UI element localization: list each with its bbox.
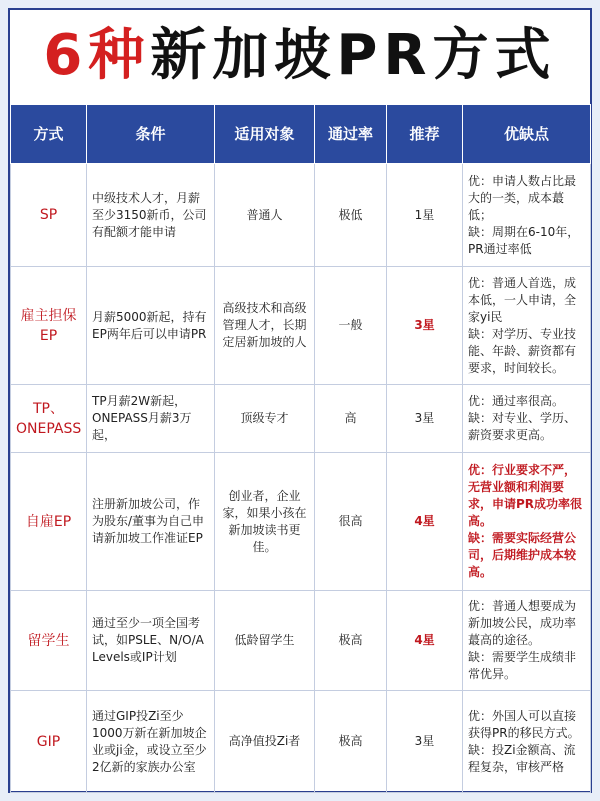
cell-condition: TP月薪2W新起，ONEPASS月薪3万起， [87,385,215,453]
cell-rate: 极低 [315,164,387,267]
cell-method: GIP [11,691,87,793]
cell-rate: 高 [315,385,387,453]
cell-rate: 很高 [315,453,387,591]
header-condition: 条件 [87,105,215,164]
cell-method: 留学生 [11,591,87,691]
pros-text: 优：行业要求不严，无营业额和利润要求，申请PR成功率很高。 [468,463,583,528]
cell-pros-cons [463,164,591,267]
table-row [11,385,591,453]
table-row [11,164,591,267]
title-number: 6种 [43,23,151,88]
cell-condition: 月薪5000新起，持有EP两年后可以申请PR [87,267,215,385]
cons-text: 缺：周期在6-10年，PR通过率低 [468,224,580,256]
cell-target: 创业者，企业家，如果小孩在新加坡读书更佳。 [215,453,315,591]
header-recommend: 推荐 [387,105,463,164]
title-text: 新加坡PR方式 [150,23,557,88]
cell-pros-cons [463,385,591,453]
pros-text: 优：申请人数占比最大的一类，成本蕞低； [468,173,577,222]
pr-methods-table [10,104,591,793]
cell-rate: 一般 [315,267,387,385]
cell-method: 自雇EP [11,453,87,591]
cons-text: 缺：投Zi金额高、流程复杂，审核严格 [468,742,576,774]
pros-text: 优：外国人可以直接获得PR的移民方式。 [468,708,580,740]
cell-condition: 注册新加坡公司，作为股东/董事为自己申请新加坡工作准证EP [87,453,215,591]
cons-text: 缺：需要实际经营公司，后期维护成本较高。 [468,531,577,579]
cell-pros-cons [463,691,591,793]
cons-text: 缺：需要学生成绩非常优异。 [468,650,577,681]
cons-text: 缺：对专业、学历、薪资要求更高。 [468,411,577,442]
pros-text: 优：通过率很高。 [468,394,565,408]
cell-target: 普通人 [215,164,315,267]
cell-stars: 4星 [387,591,463,691]
header-method: 方式 [11,105,87,164]
cell-method: 雇主担保EP [11,267,87,385]
header-target: 适用对象 [215,105,315,164]
table-row [11,453,591,591]
cell-pros-cons [463,591,591,691]
cell-target: 低龄留学生 [215,591,315,691]
pros-text: 优：普通人首选，成本低，一人申请，全家yi民 [468,275,577,324]
cell-method: TP、ONEPASS [11,385,87,453]
page-title [0,10,600,102]
table-row [11,691,591,793]
cell-rate: 极高 [315,591,387,691]
header-rate: 通过率 [315,105,387,164]
table-header-row [11,105,591,164]
cell-rate: 极高 [315,691,387,793]
cell-stars: 1星 [387,164,463,267]
cell-stars: 3星 [387,385,463,453]
cell-pros-cons [463,267,591,385]
cell-condition: 中级技术人才，月薪至少3150新币，公司有配额才能申请 [87,164,215,267]
cons-text: 缺：对学历、专业技能、年龄、薪资都有要求，时间较长。 [468,326,577,375]
cell-stars: 3星 [387,267,463,385]
cell-condition: 通过至少一项全国考试，如PSLE、N/O/A Levels或IP计划 [87,591,215,691]
table-row [11,591,591,691]
pros-text: 优：普通人想要成为新加坡公民，成功率蕞高的途径。 [468,599,577,647]
cell-target: 高净值投Zi者 [215,691,315,793]
table-row [11,267,591,385]
cell-condition: 通过GIP投Zi至少1000万新在新加坡企业或ji金，或设立至少2亿新的家族办公室 [87,691,215,793]
cell-target: 高级技术和高级管理人才，长期定居新加坡的人 [215,267,315,385]
cell-method: SP [11,164,87,267]
cell-target: 顶级专才 [215,385,315,453]
cell-stars: 3星 [387,691,463,793]
cell-pros-cons [463,453,591,591]
cell-stars: 4星 [387,453,463,591]
header-pros-cons: 优缺点 [463,105,591,164]
